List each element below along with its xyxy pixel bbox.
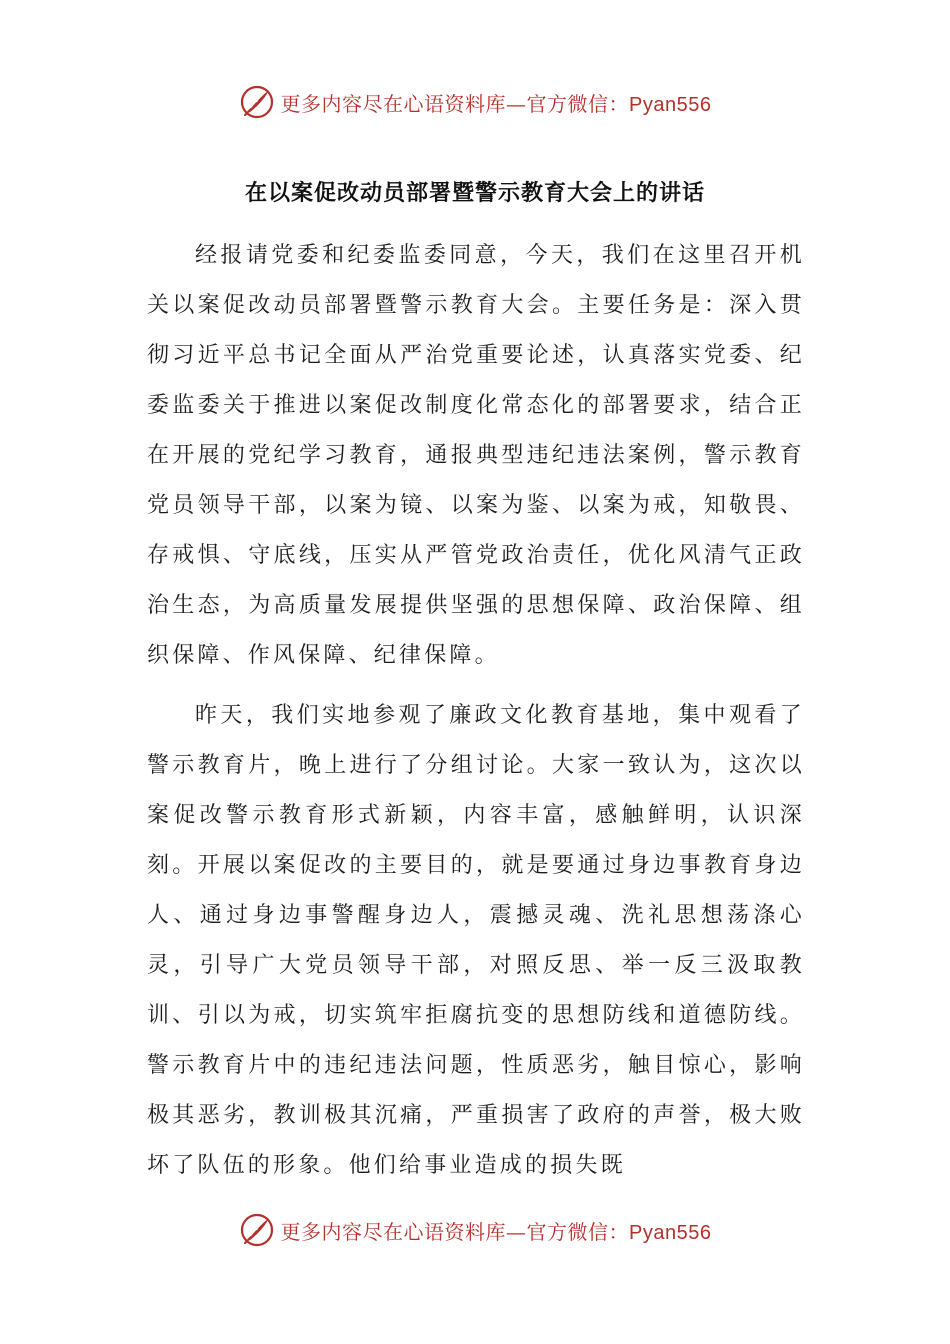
- banner-wechat-id: Pyan556: [629, 1221, 712, 1244]
- body-paragraph-1: 经报请党委和纪委监委同意，今天，我们在这里召开机关以案促改动员部署暨警示教育大会。主要任务是：深入贯彻习近平总书记全面从严治党重要论述，认真落实党委、纪委监委关于推进以案促改制度化常态化的部署要求，结合正在开展的党纪学习教育，通报典型违纪违法案例，警示教育党员领导干部，以案为镜、以案为鉴、以案为戒，知敬畏、存戒惧、守底线，压实从严管党政治责任，优化风清气正政治生态，为高质量发展提供坚强的思想保障、政治保障、组织保障、作风保障、纪律保障。: [147, 243, 805, 668]
- banner-separator: —: [506, 91, 527, 116]
- quill-pen-icon: [239, 84, 275, 120]
- banner-separator: —: [506, 1219, 527, 1244]
- header-watermark-banner: [0, 82, 950, 122]
- body-paragraph-2: 昨天，我们实地参观了廉政文化教育基地，集中观看了警示教育片，晚上进行了分组讨论。大家一致认为，这次以案促改警示教育形式新颖，内容丰富，感触鲜明，认识深刻。开展以案促改的主要目的，就是要通过身边事教育身边人、通过身边事警醒身边人，震撼灵魂、洗礼思想荡涤心灵，引导广大党员领导干部，对照反思、举一反三汲取教训、引以为戒，切实筑牢拒腐抗变的思想防线和道德防线。警示教育片中的违纪违法问题，性质恶劣，触目惊心，影响极其恶劣，教训极其沉痛，严重损害了政府的声誉，极大败坏了队伍的形象。他们给事业造成的损失既: [147, 703, 805, 1178]
- quill-pen-icon: [239, 1212, 275, 1248]
- banner-wechat-id: Pyan556: [629, 93, 712, 116]
- banner-wechat-label: 官方微信：: [526, 91, 630, 116]
- banner-wechat-label: 官方微信：: [526, 1219, 630, 1244]
- document-title: 在以案促改动员部署暨警示教育大会上的讲话: [244, 180, 705, 206]
- banner-main-text: 更多内容尽在心语资料库: [280, 1219, 507, 1244]
- banner-main-text: 更多内容尽在心语资料库: [280, 91, 507, 116]
- banner-text: [281, 1216, 712, 1245]
- banner-text: [281, 88, 712, 117]
- footer-watermark-banner: [0, 1210, 950, 1250]
